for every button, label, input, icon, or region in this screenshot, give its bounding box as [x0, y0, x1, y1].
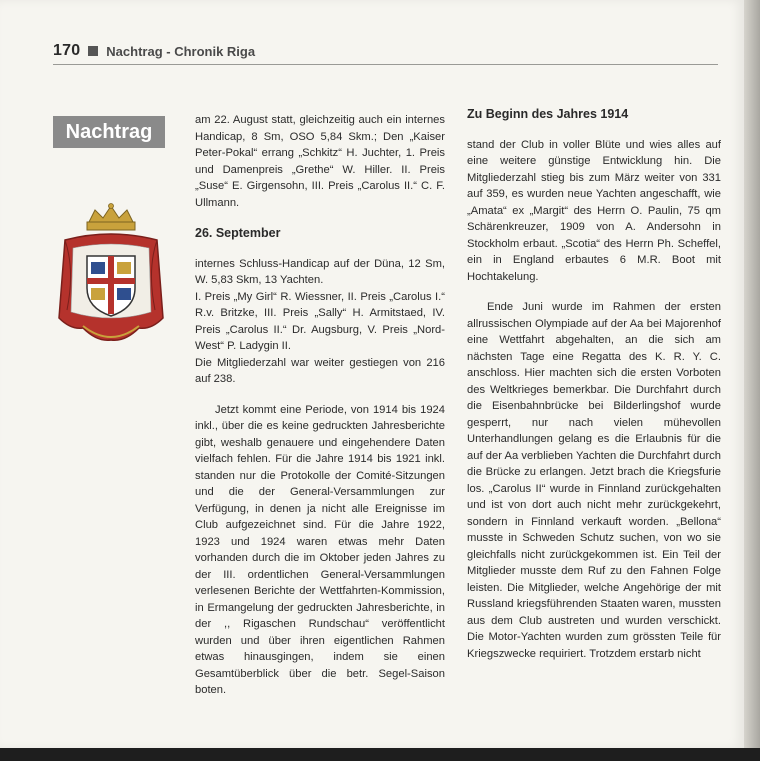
section-heading: 26. September	[195, 226, 281, 240]
paragraph: I. Preis „My Girl“ R. Wiessner, II. Preis „Carolus I.“ R.v. Britzke, III. Preis „Sally“ H. Armitstaed, IV. Preis „Carolus II.“ Dr. Augsburg, V. Preis „Nord-West“ P. Ladygin II.	[195, 290, 445, 352]
paragraph: Jetzt kommt eine Periode, von 1914 bis 1924 inkl., über die es keine gedruckten Jahresberichte gibt, weshalb genauere und eingehendere Daten vielfach fehlen. Für die Jahre 1914 bis 1921 inkl. standen nur die Protokolle der Comité-Sitzungen und die der General-Versammlungen zur Verfügung, in denen ja nicht alle Ereignisse im Club aufgezeichnet sind. Für die Jahre 1922, 1923 und 1924 waren etwas mehr Daten vorhanden durch die im Oktober jeden Jahres zu der III. ordentlichen General-Versammlungen verlesenen Berichte der Wettfahrten-Kommission, in Ermangelung der gedruckten Jahresberichte, in der ,, Rigaschen Rundschau“ veröffentlicht wurden und über ihren eigentlichen Rahmen etwas hinausgingen, indem sie einen Gesamtüberblick über die betr. Segel-Saison boten.	[195, 403, 445, 696]
paragraph: Ende Juni wurde im Rahmen der ersten allrussischen Olympiade auf der Aa bei Majorenhof eine Wettfahrt abgehalten, an die sich am nächsten Tage eine Regatta des K. R. Y. C. anschloss. Hier machten sich die ersten Vorboten des Weltkrieges bemerkbar. Die Durchfahrt durch die Eisenbahnbrücke bei Bilderlingshof wurde gesperrt, nur nach vielen mühevollen Unterhandlungen gelang es die Erlaubnis für die auf der Aa verblieben Yachten die Durchfahrt durch die Brücke zu erlangen. Jetzt brach die Kriegsfurie los. „Carolus II“ wurde in Finnland zurückgehalten und ist von dort auch nicht mehr zurückgekehrt, sondern in Finnland verkauft worden. „Bellona“ musste in Schweden Schutz suchen, von wo sie gleichfalls nicht zurückgekommen ist. Ein Teil der Mitglieder musste dem Ruf zu den Fahnen Folge leisten. Die Mitglieder, welche Angehörige der mit Russland kriegsführenden Staaten waren, mussten aus dem Club austreten und wurden verschickt. Die Motor-Yachten wurden zum grössten Teile für Kriegszwecke requiriert. Trotzdem erstarb nicht	[467, 301, 721, 660]
right-column	[467, 106, 721, 662]
page-header	[53, 40, 718, 62]
paragraph: stand der Club in voller Blüte und wies alles auf eine weitere günstige Entwicklung hin. Die Mitgliederzahl stieg bis zum März weiter von 331 auf 359, es wurden neue Yachten angeschafft, wie „Amata“ ex „Margit“ des Herrn O. Paulin, 75 qm Schärenkreuzer, 1909 von A. Andersohn in Stockholm erbaut. „Scotia“ des Herrn Ph. Scheffel, ein in England erbautes 6 M.R. Boot mit Hochtakelung.	[467, 138, 721, 283]
section-label: Nachtrag	[53, 116, 165, 148]
section-heading: Zu Beginn des Jahres 1914	[467, 107, 629, 121]
paragraph: internes Schluss-Handicap auf der Düna, 12 Sm, W. 5,83 Skm, 13 Yachten.	[195, 257, 445, 286]
book-gutter	[744, 0, 760, 748]
running-title: Nachtrag - Chronik Riga	[106, 43, 256, 59]
left-column	[195, 112, 445, 699]
page-number: 170	[53, 42, 81, 59]
header-square-icon	[88, 46, 98, 56]
paragraph: am 22. August statt, gleichzeitig auch ein internes Handicap, 8 Sm, OSO 5,84 Skm.; Den „Kaiser Peter-Pokal“ errang „Schkitz“ H. Juchter, 1. Preis und Damenpreis „Grethe“ W. Hiller. II. Preis „Suse“ E. Girgensohn, III. Preis „Carolus II.“ C. F. Ullmann.	[195, 114, 445, 209]
scan-bottom-edge	[0, 748, 760, 761]
header-rule	[53, 64, 718, 65]
paragraph: Die Mitgliederzahl war weiter gestiegen von 216 auf 238.	[195, 356, 445, 385]
crest-icon	[55, 200, 167, 352]
